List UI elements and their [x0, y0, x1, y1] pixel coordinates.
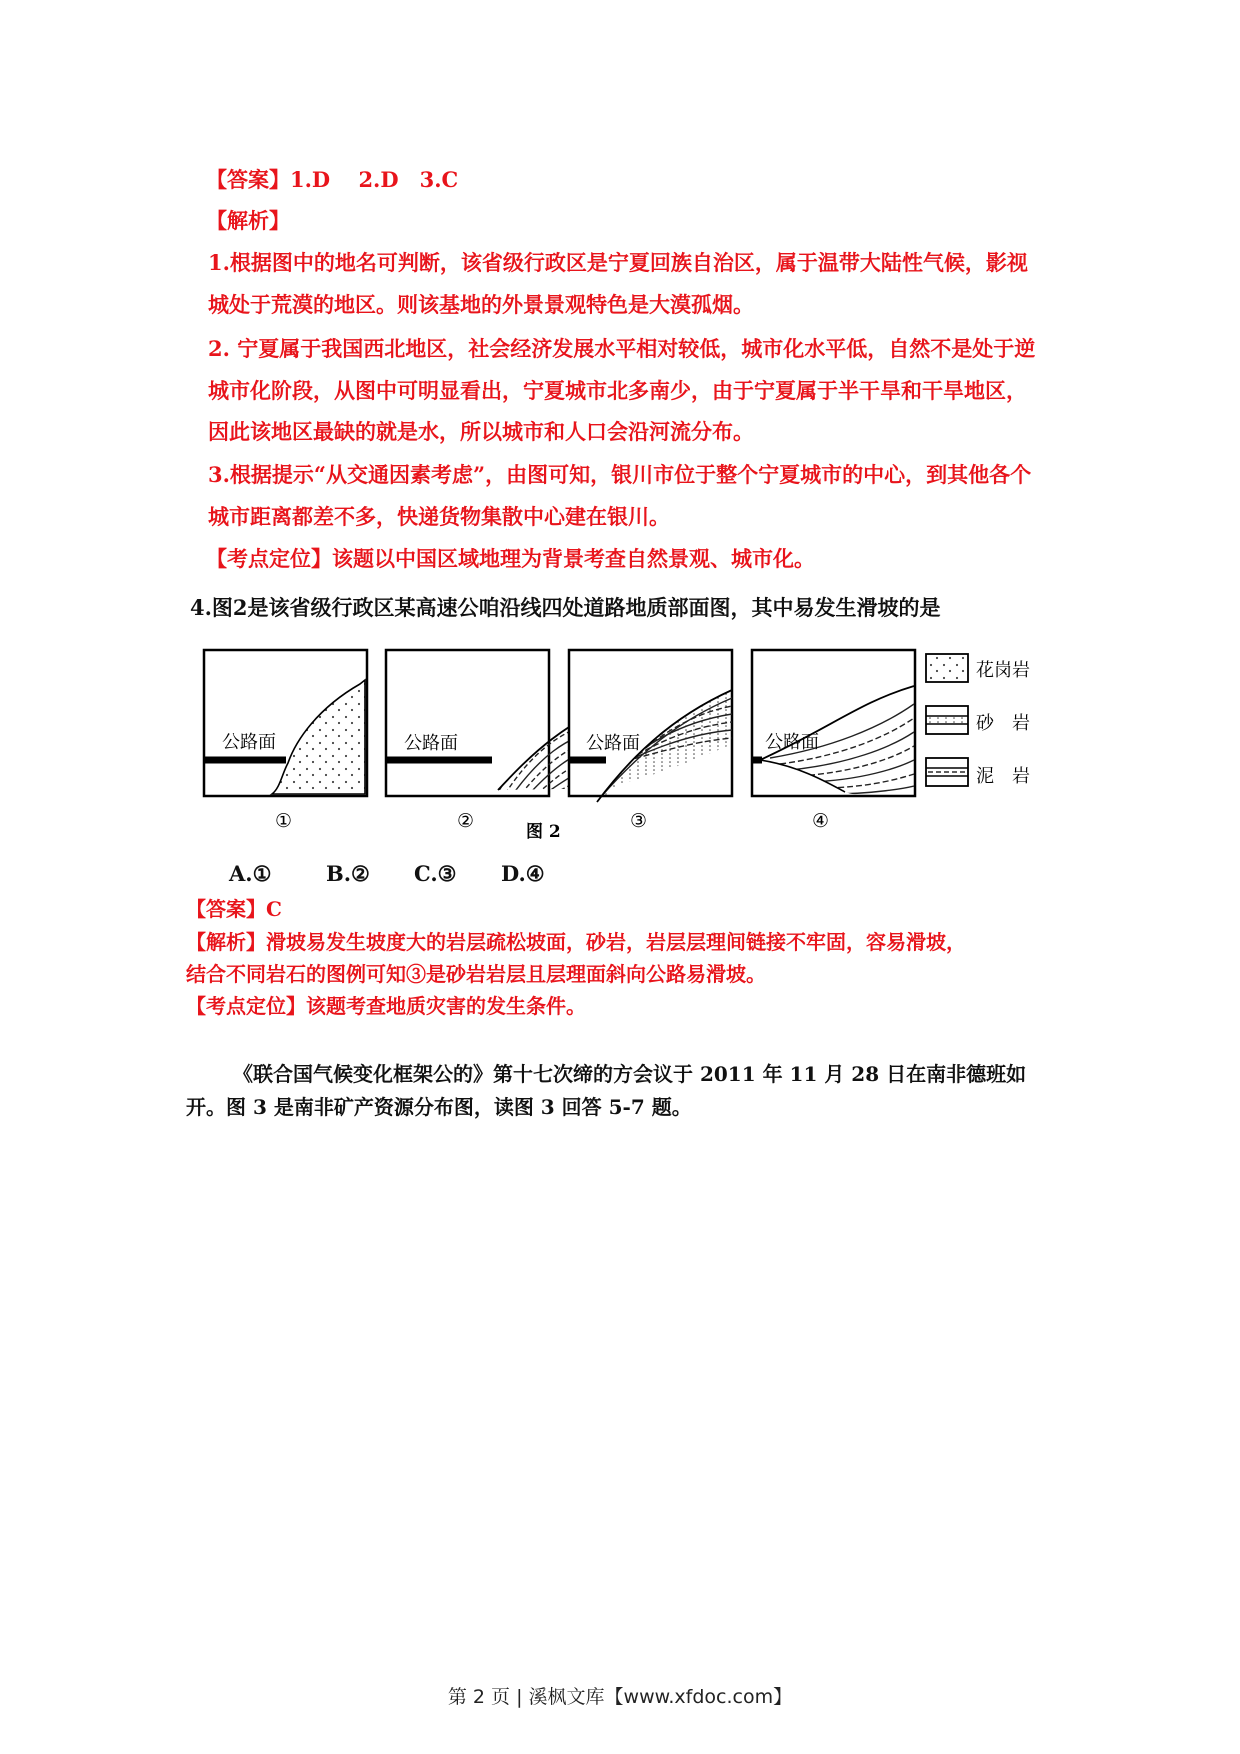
question-4-stem: 4.图2是该省级行政区某高速公咱沿线四处道路地质部面图，其中易发生滑坡的是 — [190, 595, 941, 620]
legend-granite-label: 花岗岩 — [976, 660, 1030, 681]
section-panel-3 — [569, 650, 740, 808]
section-panel-4 — [752, 650, 915, 796]
answer-q4: 【答案】C — [186, 897, 282, 921]
road-label-2: 公路面 — [404, 733, 458, 754]
option-d: D.④ — [501, 861, 545, 886]
option-a: A.① — [229, 861, 272, 886]
panel-number-1: ① — [275, 810, 293, 832]
analysis-p1-line2: 城处于荒漠的地区。则该基地的外景景观特色是大漠孤烟。 — [208, 292, 754, 317]
figure-2-geology-sections — [200, 648, 1060, 848]
analysis-p2-line3: 因此该地区最缺的就是水，所以城市和人口会沿河流分布。 — [208, 419, 754, 444]
analysis-q4-line2: 结合不同岩石的图例可知③是砂岩岩层且层理面斜向公路易滑坡。 — [186, 962, 766, 986]
analysis-q4-line1: 【解析】滑坡易发生坡度大的岩层疏松坡面，砂岩，岩层层理间链接不牢固，容易滑坡， — [186, 930, 966, 954]
analysis-p3-line2: 城市距离都差不多，快递货物集散中心建在银川。 — [208, 504, 670, 529]
section-panel-1 — [204, 650, 367, 796]
kaodian-q1-3: 【考点定位】该题以中国区域地理为背景考查自然景观、城市化。 — [206, 546, 815, 571]
option-c: C.③ — [414, 861, 457, 886]
panel-number-2: ② — [457, 810, 475, 832]
answer-line-q1-3: 【答案】1.D 2.D 3.C — [206, 167, 459, 192]
road-label-3: 公路面 — [586, 733, 640, 754]
analysis-p2-line1: 2. 宁夏属于我国西北地区，社会经济发展水平相对较低，城市化水平低，自然不是处于逆 — [208, 336, 1036, 361]
intro-line2: 开。图 3 是南非矿产资源分布图，读图 3 回答 5-7 题。 — [186, 1095, 692, 1119]
kaodian-q4: 【考点定位】该题考查地质灾害的发生条件。 — [186, 994, 586, 1018]
figure-caption: 图 2 — [526, 822, 561, 842]
analysis-p1-line1: 1.根据图中的地名可判断，该省级行政区是宁夏回族自治区，属于温带大陆性气候，影视 — [208, 250, 1028, 275]
analysis-p3-line1: 3.根据提示“从交通因素考虑”，由图可知，银川市位于整个宁夏城市的中心，到其他各个 — [208, 462, 1032, 487]
legend-mudstone-label: 泥 岩 — [976, 766, 1030, 787]
road-label-1: 公路面 — [222, 732, 276, 753]
legend-granite-swatch — [926, 654, 968, 682]
panel-number-4: ④ — [812, 810, 830, 832]
road-label-4: 公路面 — [765, 732, 819, 753]
panel-number-3: ③ — [630, 810, 648, 832]
intro-line1: 《联合国气候变化框架公的》第十七次缔的方会议于 2011 年 11 月 28 日在南非德班如 — [233, 1062, 1027, 1086]
analysis-p2-line2: 城市化阶段，从图中可明显看出，宁夏城市北多南少，由于宁夏属于半干旱和干旱地区， — [208, 378, 1027, 403]
option-b: B.② — [326, 861, 370, 886]
figure-legend — [926, 654, 1030, 787]
legend-sandstone-label: 砂 岩 — [976, 713, 1030, 734]
analysis-label: 【解析】 — [206, 208, 290, 233]
page-footer: 第 2 页 | 溪枫文库【www.xfdoc.com】 — [447, 1686, 793, 1708]
